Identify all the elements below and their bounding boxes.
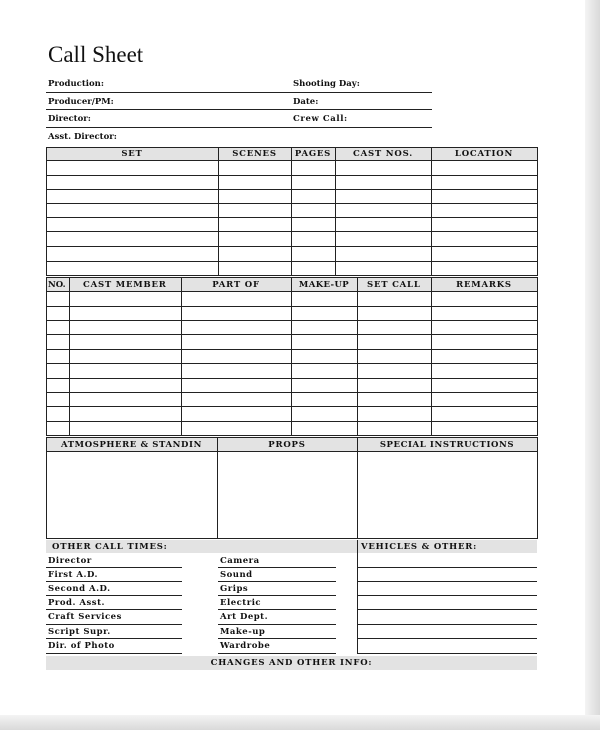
call-time-grips: Grips [220, 584, 249, 594]
call-time-art-dept: Art Dept. [220, 612, 269, 622]
call-time-first-ad: First A.D. [48, 570, 98, 580]
call-time-prod-asst: Prod. Asst. [48, 598, 105, 608]
col-special-instructions: SPECIAL INSTRUCTIONS [379, 440, 515, 450]
call-time-make-up: Make-up [220, 627, 266, 637]
call-time-wardrobe: Wardrobe [220, 641, 271, 651]
call-time-dir-of-photo: Dir. of Photo [48, 641, 115, 651]
col-no: NO. [48, 280, 66, 290]
call-time-craft-services: Craft Services [48, 612, 122, 622]
changes-heading: CHANGES AND OTHER INFO: [210, 658, 373, 668]
producer-pm-label: Producer/PM: [48, 97, 114, 107]
col-atmosphere-standin: ATMOSPHERE & STANDIN [61, 440, 202, 450]
col-set-call: SET CALL [367, 280, 421, 290]
crew-call-label: Crew Call: [293, 114, 348, 124]
call-time-second-ad: Second A.D. [48, 584, 111, 594]
production-label: Production: [48, 79, 104, 89]
col-location: LOCATION [454, 149, 514, 159]
col-make-up: MAKE-UP [298, 280, 350, 290]
col-scenes: SCENES [232, 149, 277, 159]
call-time-director: Director [48, 556, 92, 566]
date-label: Date: [293, 97, 319, 107]
vehicles-heading: VEHICLES & OTHER: [361, 542, 478, 552]
col-part-of: PART OF [212, 280, 260, 290]
col-cast-member: CAST MEMBER [83, 280, 167, 290]
col-cast-nos: CAST NOS. [353, 149, 413, 159]
call-time-sound: Sound [220, 570, 253, 580]
call-time-camera: Camera [220, 556, 260, 566]
col-props: PROPS [268, 440, 306, 450]
asst-director-label: Asst. Director: [48, 132, 117, 142]
call-time-electric: Electric [220, 598, 262, 608]
col-set: SET [121, 149, 143, 159]
col-pages: PAGES [294, 149, 332, 159]
shooting-day-label: Shooting Day: [293, 79, 360, 89]
page-title: Call Sheet [48, 42, 144, 67]
director-label: Director: [48, 114, 91, 124]
call-time-script-supr: Script Supr. [48, 627, 111, 637]
other-call-times-heading: OTHER CALL TIMES: [52, 542, 168, 552]
col-remarks: REMARKS [456, 280, 512, 290]
